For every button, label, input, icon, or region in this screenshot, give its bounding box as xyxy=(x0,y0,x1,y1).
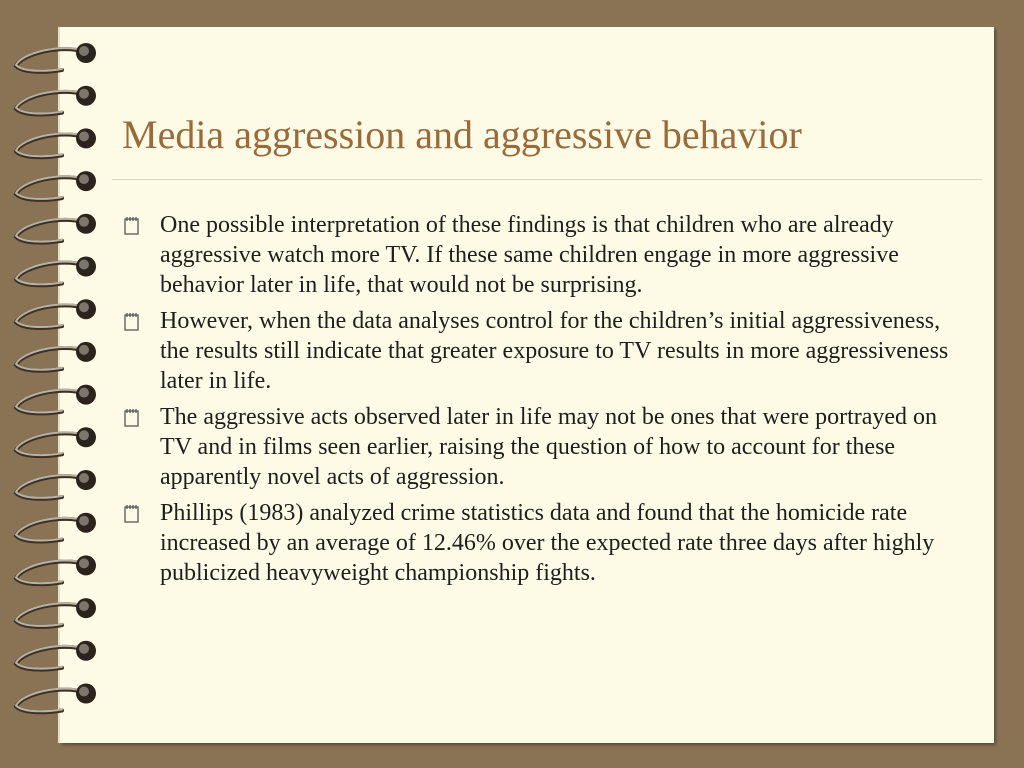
notebook-bullet-icon xyxy=(122,408,142,428)
bullet-item-3 xyxy=(122,402,962,492)
notebook-bullet-icon xyxy=(122,216,142,236)
bullet-item-4 xyxy=(122,498,962,588)
bullet-text: Phillips (1983) analyzed crime statistics data and found that the homicide rate increased by an average of 12.46% over the expected rate three days after highly publicized heavyweight championship fights. xyxy=(160,500,935,586)
bullet-list xyxy=(122,210,962,594)
title-divider xyxy=(112,179,982,180)
bullet-text: One possible interpretation of these findings is that children who are already aggressive watch more TV. If these same children engage in more aggressive behavior later in life, that would not be surprising. xyxy=(160,212,899,298)
bullet-text: However, when the data analyses control for the children’s initial aggressiveness, the results still indicate that greater exposure to TV results in more aggressiveness later in life. xyxy=(160,308,949,394)
notebook-bullet-icon xyxy=(122,504,142,524)
bullet-item-2 xyxy=(122,306,962,396)
notebook-bullet-icon xyxy=(122,312,142,332)
bullet-item-1 xyxy=(122,210,962,300)
slide-title: Media aggression and aggressive behavior xyxy=(122,112,802,157)
bullet-text: The aggressive acts observed later in life may not be ones that were portrayed on TV and in films seen earlier, raising the question of how to account for these apparently novel acts of aggression. xyxy=(160,404,938,490)
